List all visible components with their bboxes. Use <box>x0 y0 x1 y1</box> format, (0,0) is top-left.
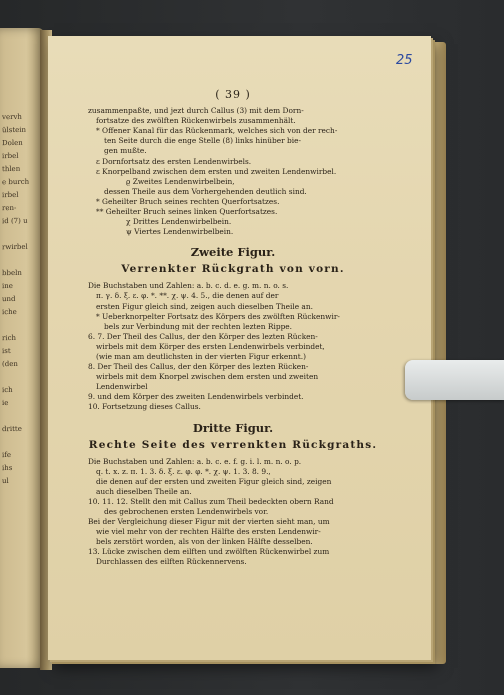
left-page-fragment: ine <box>2 281 13 291</box>
figure1-legend-continued <box>88 106 378 237</box>
text-line: * Ueberknorpelter Fortsatz des Körpers des zwölften Rückenwir- <box>96 311 340 321</box>
text-line: wirbels mit dem Körper des ersten Lendenwirbels verbindet, <box>96 341 325 351</box>
folio-number: 25 <box>396 53 413 68</box>
text-line: 10. Fortsetzung dieses Callus. <box>88 402 201 412</box>
text-line: Durchlassen des eilften Rückennervens. <box>96 557 247 567</box>
left-page-fragment: ihs <box>2 463 13 473</box>
text-line: π. γ. δ. ξ. ε. φ. *. **. χ. ψ. 4. 5., die denen auf der <box>96 291 279 301</box>
subheading-dritte-figur: Rechte Seite des verrenkten Rückgraths. <box>88 438 378 451</box>
left-page-fragment: ülstein <box>2 125 27 135</box>
left-page-fragment: ich <box>2 385 13 395</box>
heading-zweite-figur: Zweite Figur. <box>190 245 276 260</box>
left-page-fragment: irbel <box>2 151 19 161</box>
text-line: die denen auf der ersten und zweiten Figur gleich sind, zeigen <box>96 476 332 486</box>
text-line: 9. und dem Körper des zweiten Lendenwirbels verbindet. <box>88 392 304 402</box>
text-line: q. t. x. z. π. 1. 3. δ. ξ. ε. φ. φ. *. χ. ψ. 1. 3. 8. 9., <box>96 466 271 476</box>
heading-dritte-figur: Dritte Figur. <box>192 420 274 435</box>
left-page-fragment: rwirbel <box>2 242 28 252</box>
text-line: gen mußte. <box>104 146 147 156</box>
text-line: * Offener Kanal für das Rückenmark, welches sich von der rech- <box>96 126 338 136</box>
text-line: 13. Lücke zwischen dem eilften und zwölften Rückenwirbel zum <box>88 547 330 557</box>
left-page-fragment: rich <box>2 333 17 343</box>
page-marker-tab[interactable] <box>405 360 504 400</box>
left-page-fragment: ul <box>2 476 9 486</box>
left-page-fragment: ist <box>2 346 11 356</box>
left-page-fragment: dritte <box>2 424 22 434</box>
text-line: ε Knorpelband zwischen dem ersten und zweiten Lendenwirbel. <box>96 166 337 176</box>
text-line: (wie man am deutlichsten in der vierten Figur erkennt.) <box>96 351 306 361</box>
text-line: bels zur Verbindung mit der rechten lezten Rippe. <box>104 321 293 331</box>
text-line: χ Drittes Lendenwirbelbein. <box>126 217 232 227</box>
text-line: Lendenwirbel <box>96 382 148 392</box>
text-line: wirbels mit dem Knorpel zwischen dem ersten und zweiten <box>96 372 319 382</box>
left-page-fragment: bbeln <box>2 268 22 278</box>
left-page-fragment: ife <box>2 450 11 460</box>
left-page-fragment: vervh <box>2 112 22 122</box>
left-page-fragment: ie <box>2 398 9 408</box>
left-page-fragment: e burch <box>2 177 30 187</box>
text-line: ersten Figur gleich sind, zeigen auch dieselben Theile an. <box>96 301 313 311</box>
left-page-fragment: ren- <box>2 203 17 213</box>
left-page-fragment: irbel <box>2 190 19 200</box>
text-line: auch dieselben Theile an. <box>96 486 192 496</box>
text-line: zusammenpaßte, und jezt durch Callus (3) mit dem Dorn- <box>88 106 304 116</box>
subheading-zweite-figur: Verrenkter Rückgrath von vorn. <box>121 263 345 276</box>
left-page-fragment: (den <box>2 359 18 369</box>
figure2-legend <box>88 281 378 412</box>
left-page-fragment: thlen <box>2 164 21 174</box>
left-page-fragment: Dolen <box>2 138 23 148</box>
text-line: ** Geheilter Bruch seines linken Querfortsatzes. <box>96 207 278 217</box>
text-line: Die Buchstaben und Zahlen: a. b. c. d. e. g. m. n. o. s. <box>88 281 289 291</box>
page-number: ( 39 ) <box>215 88 251 101</box>
figure3-legend <box>88 457 378 568</box>
left-page-fragment: und <box>2 294 16 304</box>
text-line: dessen Theile aus dem Vorhergehenden deutlich sind. <box>104 186 307 196</box>
left-page-fragment: id (7) u <box>2 216 28 226</box>
text-line: Die Buchstaben und Zahlen: a. b. c. e. f. g. i. l. m. n. o. p. <box>88 456 302 466</box>
text-line: des gebrochenen ersten Lendenwirbels vor. <box>104 507 269 516</box>
text-line: ϱ Zweites Lendenwirbelbein, <box>126 176 235 186</box>
text-line: Bei der Vergleichung dieser Figur mit der vierten sieht man, um <box>88 517 330 527</box>
text-line: 6. 7. Der Theil des Callus, der den Körper des lezten Rücken- <box>88 331 318 341</box>
left-page-edge <box>0 28 44 668</box>
page-text <box>88 90 378 568</box>
left-page-fragment: iche <box>2 307 17 317</box>
text-line: ten Seite durch die enge Stelle (8) links hinüber bie- <box>104 136 302 146</box>
text-line: ε Dornfortsatz des ersten Lendenwirbels. <box>96 156 252 166</box>
text-line: ψ Viertes Lendenwirbelbein. <box>126 227 234 237</box>
text-line: 10. 11. 12. Stellt den mit Callus zum Theil bedeckten obern Rand <box>88 496 334 506</box>
text-line: fortsatze des zwölften Rückenwirbels zusammenhält. <box>96 116 296 126</box>
text-line: wie viel mehr von der rechten Hälfte des ersten Lendenwir- <box>96 527 321 537</box>
text-line: bels zerstört worden, als von der linken Hälfte desselben. <box>96 537 313 547</box>
text-line: * Geheilter Bruch seines rechten Querfortsatzes. <box>96 196 280 206</box>
text-line: 8. Der Theil des Callus, der den Körper des lezten Rücken- <box>88 362 309 372</box>
